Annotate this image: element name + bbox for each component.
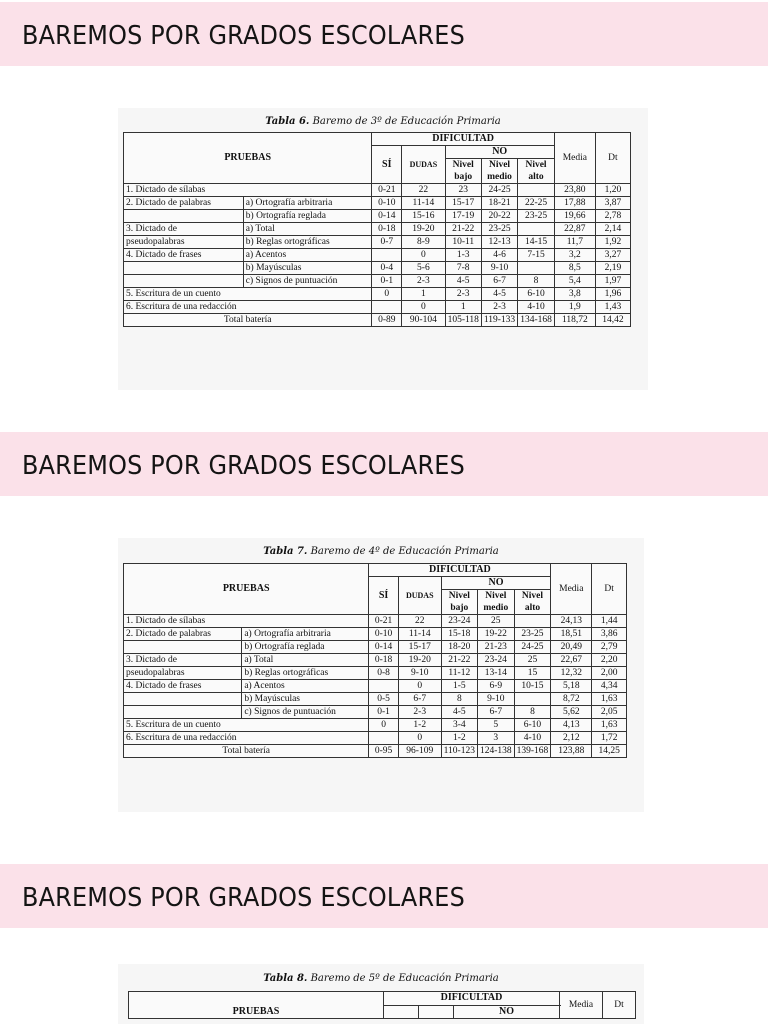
dudas-cell: 2-3 xyxy=(398,706,441,719)
nivel-medio-cell: 6-7 xyxy=(481,275,517,288)
test-name-cell: 6. Escritura de una redacción xyxy=(124,732,369,745)
header-dt: Dt xyxy=(592,564,627,615)
subtest-cell: a) Ortografía arbitraria xyxy=(242,628,369,641)
dudas-cell: 1-2 xyxy=(398,719,441,732)
total-bajo-cell: 105-118 xyxy=(445,314,481,327)
dt-cell: 1,63 xyxy=(592,719,627,732)
total-bajo-cell: 110-123 xyxy=(441,745,477,758)
nivel-bajo-cell: 15-18 xyxy=(441,628,477,641)
test-name-cell: 6. Escritura de una redacción xyxy=(124,301,372,314)
header-no: NO xyxy=(445,146,554,159)
media-cell: 17,88 xyxy=(554,197,595,210)
total-label: Total batería xyxy=(124,314,372,327)
total-row xyxy=(124,314,631,327)
media-cell: 18,51 xyxy=(551,628,592,641)
dudas-cell: 0 xyxy=(402,301,445,314)
total-alto-cell: 139-168 xyxy=(514,745,551,758)
table-row xyxy=(124,288,631,301)
table-row xyxy=(124,706,627,719)
test-name-cell: pseudopalabras xyxy=(124,667,242,680)
table-title: Baremo de 5º de Educación Primaria xyxy=(310,973,499,984)
header-si: SÍ xyxy=(369,577,398,615)
table-scan xyxy=(118,108,648,390)
header-si: SÍ xyxy=(372,146,402,184)
media-cell: 4,13 xyxy=(551,719,592,732)
table-row xyxy=(124,628,627,641)
section-title: BAREMOS POR GRADOS ESCOLARES xyxy=(22,21,465,51)
total-media-cell: 123,88 xyxy=(551,745,592,758)
table-label: Tabla 6. xyxy=(265,116,310,127)
header-dudas: DUDAS xyxy=(402,146,445,184)
si-cell: 0-1 xyxy=(372,275,402,288)
nivel-medio-cell: 6-9 xyxy=(477,680,514,693)
nivel-bajo-cell: 1 xyxy=(445,301,481,314)
subtest-cell: a) Acentos xyxy=(243,249,372,262)
nivel-medio-cell: 19-22 xyxy=(477,628,514,641)
header-dificultad: DIFICULTAD xyxy=(384,992,560,1006)
si-cell: 0-14 xyxy=(372,210,402,223)
dt-cell: 2,20 xyxy=(592,654,627,667)
dt-cell: 3,87 xyxy=(595,197,630,210)
header-dificultad: DIFICULTAD xyxy=(369,564,551,577)
header-media: Media xyxy=(554,133,595,184)
test-name-cell: 4. Dictado de frases xyxy=(124,680,242,693)
dt-cell: 2,00 xyxy=(592,667,627,680)
nivel-medio-cell: 21-23 xyxy=(477,641,514,654)
dudas-cell: 0 xyxy=(398,680,441,693)
nivel-bajo-cell: 21-22 xyxy=(445,223,481,236)
nivel-bajo-cell: 1-2 xyxy=(441,732,477,745)
nivel-bajo-cell: 17-19 xyxy=(445,210,481,223)
table-row xyxy=(124,197,631,210)
media-cell: 20,49 xyxy=(551,641,592,654)
table-row xyxy=(124,210,631,223)
nivel-alto-cell: 25 xyxy=(514,654,551,667)
media-cell: 5,62 xyxy=(551,706,592,719)
subtest-cell: b) Mayúsculas xyxy=(242,693,369,706)
si-cell: 0-14 xyxy=(369,641,398,654)
media-cell: 3,2 xyxy=(554,249,595,262)
header-no: NO xyxy=(454,1005,560,1019)
subtest-cell: b) Ortografía reglada xyxy=(243,210,372,223)
nivel-bajo-cell: 4-5 xyxy=(441,706,477,719)
nivel-medio-cell: 20-22 xyxy=(481,210,517,223)
test-name-cell: 1. Dictado de sílabas xyxy=(124,184,372,197)
total-dt-cell: 14,42 xyxy=(595,314,630,327)
media-cell: 11,7 xyxy=(554,236,595,249)
nivel-alto-cell xyxy=(518,184,555,197)
nivel-medio-cell: 12-13 xyxy=(481,236,517,249)
table-caption xyxy=(118,546,644,557)
dt-cell: 1,20 xyxy=(595,184,630,197)
nivel-alto-cell xyxy=(518,223,555,236)
header-dudas: DUDAS xyxy=(398,577,441,615)
section-title: BAREMOS POR GRADOS ESCOLARES xyxy=(22,883,465,913)
nivel-alto-cell: 8 xyxy=(518,275,555,288)
table-scan xyxy=(118,538,644,812)
dt-cell: 2,05 xyxy=(592,706,627,719)
dt-cell: 1,92 xyxy=(595,236,630,249)
test-name-cell: 5. Escritura de un cuento xyxy=(124,288,372,301)
si-cell: 0-21 xyxy=(372,184,402,197)
table-row xyxy=(124,249,631,262)
header-si xyxy=(384,1005,419,1019)
nivel-alto-cell: 15 xyxy=(514,667,551,680)
dudas-cell: 6-7 xyxy=(398,693,441,706)
dudas-cell: 0 xyxy=(402,249,445,262)
dudas-cell: 15-16 xyxy=(402,210,445,223)
nivel-medio-cell: 23-24 xyxy=(477,654,514,667)
section-title: BAREMOS POR GRADOS ESCOLARES xyxy=(22,451,465,481)
header-dudas xyxy=(419,1005,454,1019)
nivel-medio-cell: 18-21 xyxy=(481,197,517,210)
table-row xyxy=(124,732,627,745)
media-cell: 24,13 xyxy=(551,615,592,628)
table-row xyxy=(124,641,627,654)
table-row xyxy=(124,223,631,236)
nivel-alto-cell xyxy=(518,262,555,275)
section-banner xyxy=(0,864,768,928)
table-scan xyxy=(118,964,644,1024)
nivel-alto-cell: 8 xyxy=(514,706,551,719)
test-name-cell: 4. Dictado de frases xyxy=(124,249,244,262)
dudas-cell: 11-14 xyxy=(398,628,441,641)
nivel-bajo-cell: 1-3 xyxy=(445,249,481,262)
table-title: Baremo de 4º de Educación Primaria xyxy=(310,546,499,557)
total-medio-cell: 119-133 xyxy=(481,314,517,327)
header-nivel-medio: Nivel medio xyxy=(477,590,514,615)
total-dudas-cell: 96-109 xyxy=(398,745,441,758)
table-row xyxy=(124,680,627,693)
si-cell: 0 xyxy=(369,719,398,732)
si-cell xyxy=(372,301,402,314)
si-cell: 0-5 xyxy=(369,693,398,706)
nivel-bajo-cell: 10-11 xyxy=(445,236,481,249)
total-dt-cell: 14,25 xyxy=(592,745,627,758)
subtest-cell: a) Total xyxy=(242,654,369,667)
dudas-cell: 11-14 xyxy=(402,197,445,210)
nivel-bajo-cell: 21-22 xyxy=(441,654,477,667)
nivel-medio-cell: 5 xyxy=(477,719,514,732)
nivel-bajo-cell: 11-12 xyxy=(441,667,477,680)
total-alto-cell: 134-168 xyxy=(518,314,555,327)
total-si-cell: 0-95 xyxy=(369,745,398,758)
dudas-cell: 5-6 xyxy=(402,262,445,275)
table-row xyxy=(124,236,631,249)
nivel-alto-cell: 10-15 xyxy=(514,680,551,693)
total-si-cell: 0-89 xyxy=(372,314,402,327)
header-dificultad: DIFICULTAD xyxy=(372,133,555,146)
test-name-cell: 3. Dictado de xyxy=(124,654,242,667)
subtest-cell: a) Total xyxy=(243,223,372,236)
dt-cell: 1,44 xyxy=(592,615,627,628)
si-cell xyxy=(372,249,402,262)
nivel-medio-cell: 24-25 xyxy=(481,184,517,197)
nivel-medio-cell: 13-14 xyxy=(477,667,514,680)
test-name-cell xyxy=(124,706,242,719)
nivel-alto-cell: 22-25 xyxy=(518,197,555,210)
header-nivel-alto: Nivel alto xyxy=(514,590,551,615)
si-cell: 0-18 xyxy=(369,654,398,667)
subtest-cell: b) Reglas ortográficas xyxy=(242,667,369,680)
test-name-cell: 2. Dictado de palabras xyxy=(124,197,244,210)
media-cell: 12,32 xyxy=(551,667,592,680)
test-name-cell xyxy=(124,210,244,223)
nivel-medio-cell: 23-25 xyxy=(481,223,517,236)
dudas-cell: 9-10 xyxy=(398,667,441,680)
media-cell: 22,67 xyxy=(551,654,592,667)
media-cell: 3,8 xyxy=(554,288,595,301)
dt-cell: 2,79 xyxy=(592,641,627,654)
header-media: Media xyxy=(551,564,592,615)
test-name-cell: pseudopalabras xyxy=(124,236,244,249)
table-row xyxy=(124,719,627,732)
nivel-medio-cell: 6-7 xyxy=(477,706,514,719)
table-row xyxy=(124,615,627,628)
media-cell: 23,80 xyxy=(554,184,595,197)
section-banner xyxy=(0,432,768,496)
dudas-cell: 2-3 xyxy=(402,275,445,288)
table-label: Tabla 8. xyxy=(263,973,308,984)
dt-cell: 2,14 xyxy=(595,223,630,236)
table-row xyxy=(124,262,631,275)
total-dudas-cell: 90-104 xyxy=(402,314,445,327)
si-cell: 0-7 xyxy=(372,236,402,249)
nivel-bajo-cell: 23 xyxy=(445,184,481,197)
table-row xyxy=(124,301,631,314)
baremo-table xyxy=(123,563,627,758)
section-banner xyxy=(0,2,768,66)
header-no: NO xyxy=(441,577,551,590)
dt-cell: 2,19 xyxy=(595,262,630,275)
nivel-alto-cell: 23-25 xyxy=(518,210,555,223)
nivel-medio-cell: 4-5 xyxy=(481,288,517,301)
dt-cell: 4,34 xyxy=(592,680,627,693)
nivel-alto-cell: 4-10 xyxy=(518,301,555,314)
header-nivel-bajo: Nivel bajo xyxy=(441,590,477,615)
nivel-bajo-cell: 18-20 xyxy=(441,641,477,654)
nivel-medio-cell: 4-6 xyxy=(481,249,517,262)
media-cell: 2,12 xyxy=(551,732,592,745)
header-pruebas: PRUEBAS xyxy=(124,133,372,184)
table-caption xyxy=(118,973,644,984)
nivel-bajo-cell: 15-17 xyxy=(445,197,481,210)
si-cell: 0-21 xyxy=(369,615,398,628)
nivel-alto-cell: 24-25 xyxy=(514,641,551,654)
dudas-cell: 15-17 xyxy=(398,641,441,654)
dt-cell: 3,86 xyxy=(592,628,627,641)
header-dt: Dt xyxy=(595,133,630,184)
si-cell: 0-18 xyxy=(372,223,402,236)
nivel-alto-cell: 6-10 xyxy=(518,288,555,301)
baremo-table xyxy=(123,132,631,327)
total-row xyxy=(124,745,627,758)
nivel-bajo-cell: 7-8 xyxy=(445,262,481,275)
table-row xyxy=(124,654,627,667)
table-row xyxy=(124,184,631,197)
nivel-bajo-cell: 1-5 xyxy=(441,680,477,693)
header-dt: Dt xyxy=(603,992,636,1019)
subtest-cell: b) Ortografía reglada xyxy=(242,641,369,654)
table-row xyxy=(124,275,631,288)
header-nivel-medio: Nivel medio xyxy=(481,159,517,184)
nivel-medio-cell: 25 xyxy=(477,615,514,628)
media-cell: 5,4 xyxy=(554,275,595,288)
dudas-cell: 22 xyxy=(398,615,441,628)
media-cell: 1,9 xyxy=(554,301,595,314)
dt-cell: 1,96 xyxy=(595,288,630,301)
dudas-cell: 1 xyxy=(402,288,445,301)
nivel-medio-cell: 3 xyxy=(477,732,514,745)
table-row xyxy=(124,667,627,680)
subtest-cell: b) Reglas ortográficas xyxy=(243,236,372,249)
subtest-cell: a) Ortografía arbitraria xyxy=(243,197,372,210)
header-pruebas: PRUEBAS xyxy=(124,564,369,615)
si-cell: 0-1 xyxy=(369,706,398,719)
dt-cell: 3,27 xyxy=(595,249,630,262)
media-cell: 8,72 xyxy=(551,693,592,706)
nivel-alto-cell: 14-15 xyxy=(518,236,555,249)
dudas-cell: 8-9 xyxy=(402,236,445,249)
dudas-cell: 19-20 xyxy=(398,654,441,667)
nivel-alto-cell: 4-10 xyxy=(514,732,551,745)
dt-cell: 1,43 xyxy=(595,301,630,314)
si-cell: 0 xyxy=(372,288,402,301)
test-name-cell xyxy=(124,641,242,654)
test-name-cell: 1. Dictado de sílabas xyxy=(124,615,369,628)
nivel-bajo-cell: 2-3 xyxy=(445,288,481,301)
total-medio-cell: 124-138 xyxy=(477,745,514,758)
si-cell: 0-4 xyxy=(372,262,402,275)
dt-cell: 1,63 xyxy=(592,693,627,706)
nivel-alto-cell xyxy=(514,693,551,706)
dudas-cell: 0 xyxy=(398,732,441,745)
si-cell xyxy=(369,680,398,693)
media-cell: 5,18 xyxy=(551,680,592,693)
nivel-medio-cell: 2-3 xyxy=(481,301,517,314)
nivel-bajo-cell: 8 xyxy=(441,693,477,706)
total-media-cell: 118,72 xyxy=(554,314,595,327)
test-name-cell xyxy=(124,262,244,275)
dt-cell: 1,72 xyxy=(592,732,627,745)
nivel-medio-cell: 9-10 xyxy=(481,262,517,275)
baremo-table xyxy=(128,991,636,1019)
dudas-cell: 19-20 xyxy=(402,223,445,236)
table-title: Baremo de 3º de Educación Primaria xyxy=(312,116,501,127)
si-cell: 0-8 xyxy=(369,667,398,680)
header-nivel-alto: Nivel alto xyxy=(518,159,555,184)
subtest-cell: a) Acentos xyxy=(242,680,369,693)
header-nivel-bajo: Nivel bajo xyxy=(445,159,481,184)
nivel-bajo-cell: 23-24 xyxy=(441,615,477,628)
table-label: Tabla 7. xyxy=(263,546,308,557)
header-pruebas: PRUEBAS xyxy=(129,992,384,1019)
nivel-bajo-cell: 3-4 xyxy=(441,719,477,732)
nivel-alto-cell xyxy=(514,615,551,628)
nivel-alto-cell: 23-25 xyxy=(514,628,551,641)
subtest-cell: b) Mayúsculas xyxy=(243,262,372,275)
dudas-cell: 22 xyxy=(402,184,445,197)
total-label: Total batería xyxy=(124,745,369,758)
nivel-alto-cell: 6-10 xyxy=(514,719,551,732)
nivel-bajo-cell: 4-5 xyxy=(445,275,481,288)
test-name-cell: 3. Dictado de xyxy=(124,223,244,236)
header-media: Media xyxy=(560,992,603,1019)
dt-cell: 2,78 xyxy=(595,210,630,223)
test-name-cell: 5. Escritura de un cuento xyxy=(124,719,369,732)
nivel-medio-cell: 9-10 xyxy=(477,693,514,706)
subtest-cell: c) Signos de puntuación xyxy=(242,706,369,719)
table-row xyxy=(124,693,627,706)
media-cell: 22,87 xyxy=(554,223,595,236)
test-name-cell xyxy=(124,693,242,706)
subtest-cell: c) Signos de puntuación xyxy=(243,275,372,288)
table-caption xyxy=(118,116,648,127)
nivel-alto-cell: 7-15 xyxy=(518,249,555,262)
si-cell xyxy=(369,732,398,745)
dt-cell: 1,97 xyxy=(595,275,630,288)
si-cell: 0-10 xyxy=(372,197,402,210)
media-cell: 19,66 xyxy=(554,210,595,223)
media-cell: 8,5 xyxy=(554,262,595,275)
test-name-cell xyxy=(124,275,244,288)
test-name-cell: 2. Dictado de palabras xyxy=(124,628,242,641)
si-cell: 0-10 xyxy=(369,628,398,641)
